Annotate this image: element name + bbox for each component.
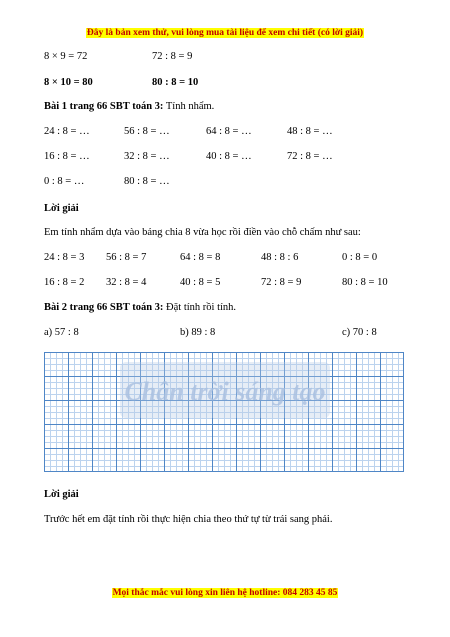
bai1-answer: 40 : 8 = 5	[180, 277, 221, 288]
bai1-answer: 32 : 8 = 4	[106, 277, 147, 288]
bai1-exercise: 0 : 8 = …	[44, 176, 85, 187]
bai1-answer: 16 : 8 = 2	[44, 277, 85, 288]
bai2-item-c: c) 70 : 8	[342, 327, 377, 338]
bai1-answer: 72 : 8 = 9	[261, 277, 302, 288]
bai1-exercise: 64 : 8 = …	[206, 126, 252, 137]
bai1-answer: 24 : 8 = 3	[44, 252, 85, 263]
table-row-2-right: 80 : 8 = 10	[152, 77, 199, 88]
bai1-exercise: 56 : 8 = …	[124, 126, 170, 137]
bai1-solution-heading: Lời giải	[44, 203, 79, 214]
footer-notice	[0, 587, 450, 598]
footer-notice-text: Mọi thắc mắc vui lòng xin liên hệ hotline: 084 283 45 85	[112, 588, 338, 598]
bai1-solution-text: Em tính nhẩm dựa vào bảng chia 8 vừa học rồi điền vào chỗ chấm như sau:	[44, 227, 361, 238]
bai1-exercise: 40 : 8 = …	[206, 151, 252, 162]
bai1-instruction: Tính nhẩm.	[165, 101, 215, 112]
bai1-exercise: 72 : 8 = …	[287, 151, 333, 162]
bai1-exercise: 80 : 8 = …	[124, 176, 170, 187]
watermark-text: Chân trời sáng tạo	[124, 377, 326, 406]
bai1-answer: 80 : 8 = 10	[342, 277, 388, 288]
bai1-exercise: 48 : 8 = …	[287, 126, 333, 137]
bai2-item-a: a) 57 : 8	[44, 327, 79, 338]
bai1-title: Bài 1 trang 66 SBT toán 3:	[44, 101, 164, 112]
bai2-heading	[44, 302, 236, 313]
header-notice-text: Đây là bản xem thử, vui lòng mua tài liệu để xem chi tiết (có lời giải)	[86, 28, 364, 38]
bai2-item-b: b) 89 : 8	[180, 327, 216, 338]
bai1-exercise: 16 : 8 = …	[44, 151, 90, 162]
table-row-1-right: 72 : 8 = 9	[152, 51, 193, 62]
bai1-answer: 56 : 8 = 7	[106, 252, 147, 263]
bai2-instruction: Đặt tính rồi tính.	[166, 302, 237, 313]
bai2-solution-text: Trước hết em đặt tính rồi thực hiện chia theo thứ tự từ trái sang phải.	[44, 514, 333, 525]
bai1-answer: 64 : 8 = 8	[180, 252, 221, 263]
table-row-1-left: 8 × 9 = 72	[44, 51, 88, 62]
table-row-2-left: 8 × 10 = 80	[44, 77, 93, 88]
bai1-answer: 0 : 8 = 0	[342, 252, 378, 263]
watermark-logo	[120, 362, 330, 418]
bai1-heading	[44, 101, 214, 112]
bai1-exercise: 32 : 8 = …	[124, 151, 170, 162]
bai2-solution-heading: Lời giải	[44, 489, 79, 500]
bai1-exercise: 24 : 8 = …	[44, 126, 90, 137]
bai2-title: Bài 2 trang 66 SBT toán 3:	[44, 302, 164, 313]
header-notice	[0, 27, 450, 38]
bai1-answer: 48 : 8 : 6	[261, 252, 299, 263]
